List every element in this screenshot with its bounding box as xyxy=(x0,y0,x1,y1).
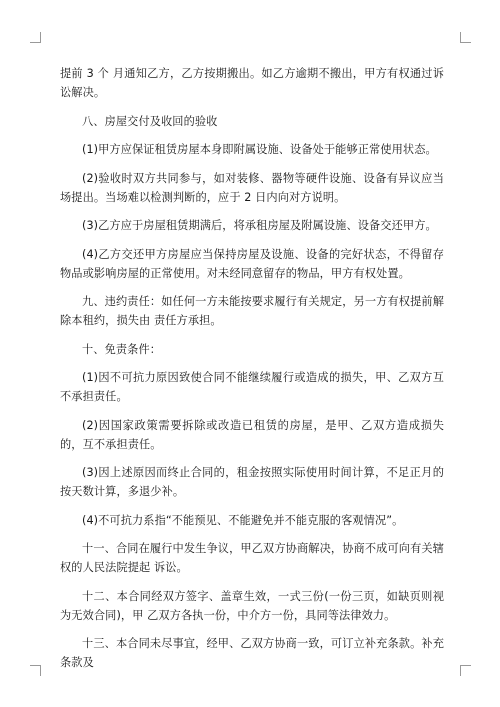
section-11-dispute: 十一、合同在履行中发生争议，甲乙双方协商解决，协商不成可向有关辖权的人民法院提起 诉讼。 xyxy=(60,542,444,574)
clause-10-1: (1)因不可抗力原因致使合同不能继续履行或造成的损失，甲、乙双方互不承担责任。 xyxy=(60,371,444,403)
clause-8-3: (3)乙方应于房屋租赁期满后，将承租房屋及附属设施、设备交还甲方。 xyxy=(82,219,437,232)
paragraph-notice: 提前 3 个 月通知乙方，乙方按期搬出。如乙方逾期不搬出，甲方有权通过诉讼解决。 xyxy=(60,67,444,99)
clause-10-2: (2)因国家政策需要拆除或改造已租赁的房屋，是甲、乙双方造成损失的，互不承担责任。 xyxy=(60,418,444,451)
clause-8-4: (4)乙方交还甲方房屋应当保持房屋及设施、设备的完好状态，不得留存物品或影响房屋的正常使用。对未经同意留存的物品，甲方有权处置。 xyxy=(60,247,444,280)
document-body xyxy=(60,64,444,682)
section-heading-8: 八、房屋交付及收回的验收 xyxy=(82,114,218,128)
section-heading-10: 十、免责条件： xyxy=(82,342,162,356)
clause-10-4: (4)不可抗力系指“不能预见、不能避免并不能克服的客观情况”。 xyxy=(82,513,404,527)
clause-10-3: (3)因上述原因而终止合同的，租金按照实际使用时间计算，不足正月的按天数计算，多退少补。 xyxy=(60,466,444,498)
section-9-liability: 九、违约责任：如任何一方未能按要求履行有关规定，另一方有权提前解除本租约，损失由 责任方承担。 xyxy=(60,295,444,327)
clause-8-2: (2)验收时双方共同参与，如对装修、器物等硬件设施、设备有异议应当场提出。当场难以检测判断的，应于 2 日内向对方说明。 xyxy=(60,171,444,204)
section-12-effect: 十二、本合同经双方签字、盖章生效，一式三份(一份三页，如缺页则视为无效合同)，甲 乙双方各执一份，中介方一份，具同等法律效力。 xyxy=(60,589,444,622)
crop-mark-bottom-left xyxy=(30,665,41,676)
crop-mark-bottom-right xyxy=(460,665,471,676)
section-13-supplement: 十三、本合同未尽事宜，经甲、乙双方协商一致，可订立补充条款。补充条款及 xyxy=(60,637,444,669)
clause-8-1: (1)甲方应保证租赁房屋本身即附属设施、设备处于能够正常使用状态。 xyxy=(82,143,437,156)
crop-mark-top-right xyxy=(460,32,471,43)
crop-mark-top-left xyxy=(30,32,41,43)
